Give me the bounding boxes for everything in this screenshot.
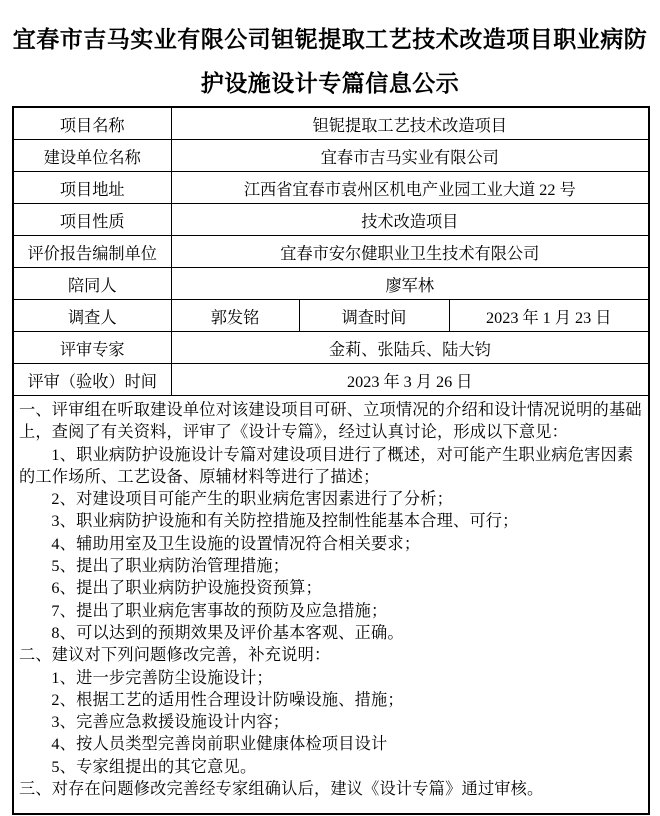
opinion-cell: [13, 396, 649, 815]
table-row: [13, 172, 649, 204]
field-label-cell: 项目性质: [13, 204, 171, 236]
field-label-cell: 建设单位名称: [13, 140, 171, 172]
opinion-paragraph: 2、根据工艺的适用性合理设计防噪设施、措施；: [51, 690, 404, 709]
info-table-body: [13, 107, 649, 814]
opinion-paragraph: 二、建议对下列问题修改完善，补充说明：: [19, 646, 331, 665]
opinion-paragraph: 3、职业病防护设施和有关防控措施及控制性能基本合理、可行；: [51, 512, 519, 531]
opinion-paragraph: 5、专家组提出的其它意见。: [51, 757, 257, 776]
opinion-paragraph: 5、提出了职业病防治管理措施；: [51, 557, 290, 576]
table-row: [13, 107, 649, 140]
opinion-paragraph: 4、按人员类型完善岗前职业健康体检项目设计: [51, 735, 388, 754]
field-value-cell: 宜春市安尔健职业卫生技术有限公司: [171, 236, 649, 268]
field-value-cell: 技术改造项目: [171, 204, 649, 236]
field-value-cell: 钽铌提取工艺技术改造项目: [171, 107, 649, 140]
field-label-cell: 项目名称: [13, 107, 171, 140]
table-row: [13, 268, 649, 300]
table-row: [13, 236, 649, 268]
field-label-cell: 调查人: [13, 300, 171, 332]
field-value-cell: 廖军林: [171, 268, 649, 300]
opinion-paragraph: 三、对存在问题修改完善经专家组确认后，建议《设计专篇》通过审核。: [19, 780, 544, 799]
opinion-paragraph: 1、职业病防护设施设计专篇对建设项目进行了概述，对可能产生职业病危害因素的工作场所、工艺设备、原辅材料等进行了描述；: [19, 445, 634, 486]
opinion-paragraph: 4、辅助用室及卫生设施的设置情况符合相关要求；: [51, 534, 421, 553]
field-label-cell: 调查时间: [299, 300, 449, 332]
info-table: [12, 106, 650, 815]
field-label-cell: 评审专家: [13, 332, 171, 364]
opinion-paragraph: 3、完善应急救援设施设计内容；: [51, 713, 290, 732]
table-row: [13, 300, 649, 332]
table-row: [13, 332, 649, 364]
opinion-paragraph: 2、对建设项目可能产生的职业病危害因素进行了分析；: [51, 490, 453, 509]
field-value-cell: 江西省宜春市袁州区机电产业园工业大道 22 号: [171, 172, 649, 204]
table-row: [13, 204, 649, 236]
field-label-cell: 评价报告编制单位: [13, 236, 171, 268]
opinion-paragraph: 8、可以达到的预期效果及评价基本客观、正确。: [51, 623, 404, 642]
field-label-cell: 陪同人: [13, 268, 171, 300]
field-value-cell: 2023 年 1 月 23 日: [449, 300, 649, 332]
field-label-cell: 项目地址: [13, 172, 171, 204]
table-row: [13, 364, 649, 396]
opinion-paragraph: 一、评审组在听取建设单位对该建设项目可研、立项情况的介绍和设计情况说明的基础上，查阅了有关资料，评审了《设计专篇》，经过认真讨论，形成以下意见：: [19, 401, 642, 442]
page-title: 宜春市吉马实业有限公司钽铌提取工艺技术改造项目职业病防护设施设计专篇信息公示: [12, 27, 648, 96]
opinion-paragraph: 1、进一步完善防尘设施设计；: [51, 668, 273, 687]
field-label-cell: 评审（验收）时间: [13, 364, 171, 396]
field-value-cell: 2023 年 3 月 26 日: [171, 364, 649, 396]
opinion-paragraph: 7、提出了职业病危害事故的预防及应急措施；: [51, 601, 388, 620]
field-value-cell: 金莉、张陆兵、陆大钧: [171, 332, 649, 364]
field-value-cell: 宜春市吉马实业有限公司: [171, 140, 649, 172]
opinion-paragraph: 6、提出了职业病防护设施投资预算；: [51, 579, 322, 598]
field-value-cell: 郭发铭: [171, 300, 299, 332]
table-row: [13, 140, 649, 172]
opinion-row: [13, 396, 649, 815]
